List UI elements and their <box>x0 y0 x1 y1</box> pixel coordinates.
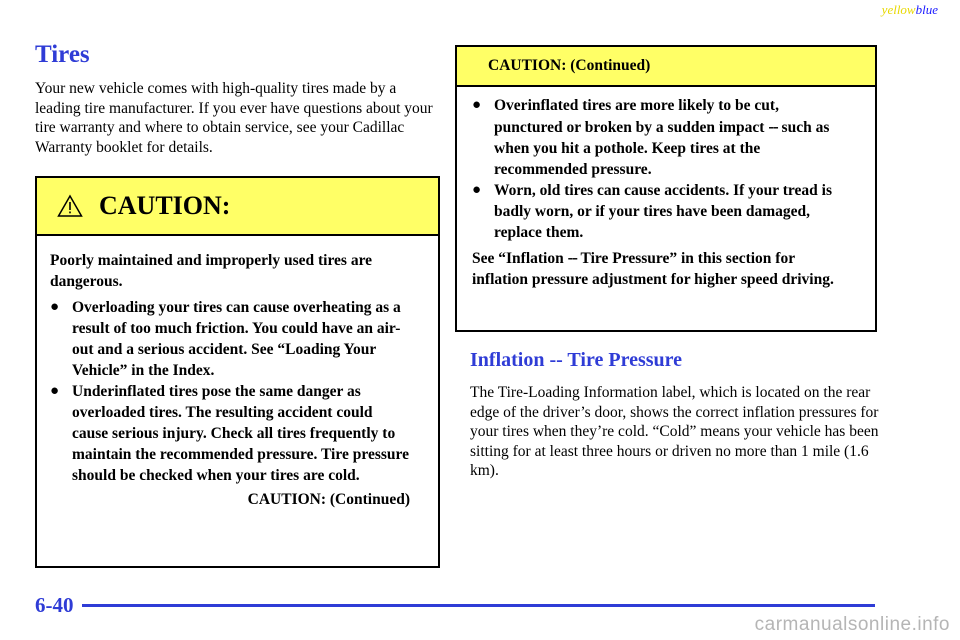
list-item: ● Worn, old tires can cause accidents. If your tread is badly worn, or if your tires have been damaged, replace them. <box>472 182 832 241</box>
caution-continued: CAUTION: (Continued) <box>247 491 410 508</box>
caution-heading-continued: CAUTION: (Continued) <box>488 57 651 74</box>
caution-closing: See “Inflation -- Tire Pressure” in this section for inflation pressure adjustment for higher speed driving. <box>472 248 834 288</box>
subsection-title: Inflation -- Tire Pressure <box>470 349 683 371</box>
left-column <box>35 40 440 568</box>
caution-body-continued <box>457 87 875 290</box>
warning-triangle-icon <box>57 194 83 218</box>
right-column <box>455 45 877 481</box>
caution-header <box>37 178 438 236</box>
intro-paragraph: Your new vehicle comes with high-quality tires made by a leading tire manufacturer. If you ever have questions about your tire warranty and where to obtain service, see your Cadillac Warranty booklet for details. <box>35 80 433 156</box>
bullet-dot-icon: ● <box>50 299 60 315</box>
watermark: carmanualsonline.info <box>754 614 950 635</box>
caution-box <box>35 176 440 568</box>
caution-lead: Poorly maintained and improperly used tires are dangerous. <box>50 252 373 290</box>
tag-yellow: yellow <box>881 2 916 17</box>
list-item: ● Underinflated tires pose the same danger as overloaded tires. The resulting accident could cause serious injury. Check all tires frequently to maintain the recommended pressure. Tire pressure should be checked when your tires are cold. <box>50 383 409 484</box>
bullet-dot-icon: ● <box>472 97 482 113</box>
caution-header-continued <box>457 47 875 87</box>
list-item: ● Overinflated tires are more likely to be cut, punctured or broken by a sudden impact -- such as when you hit a pothole. Keep tires at the recommended pressure. <box>472 97 830 178</box>
section-title: Tires <box>35 41 90 68</box>
caution-body <box>37 236 438 510</box>
footer-rule <box>82 604 875 607</box>
list-item: ● Overloading your tires can cause overheating as a result of too much friction. You could have an air-out and a serious accident. See “Loading Your Vehicle” in the Index. <box>50 299 401 379</box>
caution-heading: CAUTION: <box>99 191 231 220</box>
tag-blue: blue <box>915 2 938 17</box>
bullet-dot-icon: ● <box>472 182 482 198</box>
bullet-dot-icon: ● <box>50 383 60 399</box>
corner-tag <box>882 2 938 18</box>
caution-box-continued <box>455 45 877 332</box>
page-number: 6-40 <box>35 593 74 617</box>
inflation-paragraph: The Tire-Loading Information label, which is located on the rear edge of the driver’s door, shows the correct inflation pressures for your tires when they’re cold. “Cold” means your vehicle has been sitting for at least three hours or driven no more than 1 mile (1.6 km). <box>470 384 879 479</box>
